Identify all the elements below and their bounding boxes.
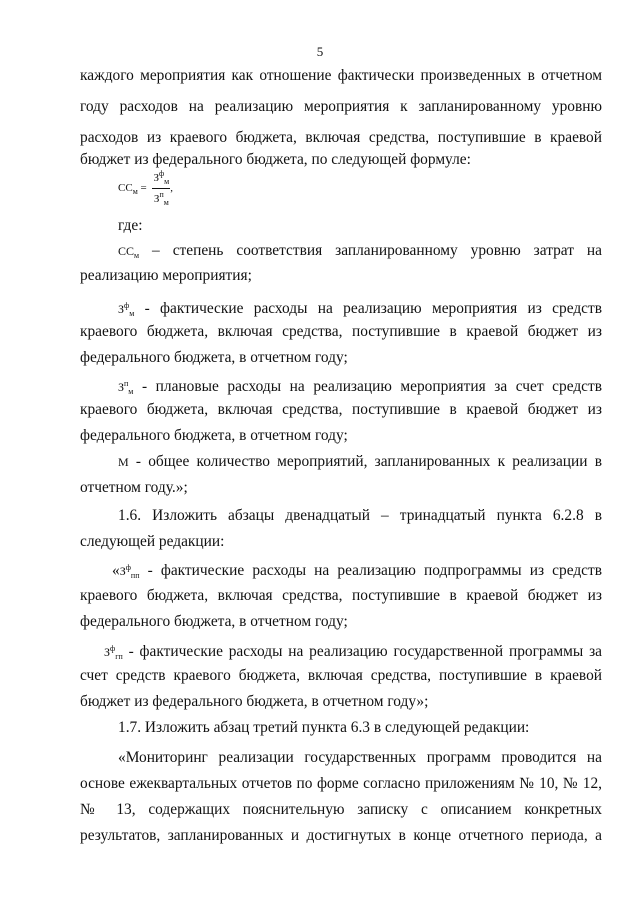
page-number: 5 <box>316 44 324 59</box>
where-label: где: <box>118 217 143 234</box>
paragraph-line: году расходов на реализацию мероприятия к запланированному уровню <box>80 98 602 115</box>
paragraph-line: федерального бюджета, в отчетном году; <box>80 613 348 630</box>
paragraph-line: отчетном году.»; <box>80 479 188 496</box>
definition-zp: $З^п_м$ - плановые расходы на реализацию мероприятия за счет средств <box>118 378 602 396</box>
formula-numerator: $З^ф_м$ <box>152 168 170 189</box>
monitoring-line: основе ежеквартальных отчетов по форме согласно приложениям № 10, № 12, <box>80 775 602 792</box>
paragraph-line: краевого бюджета, включая средства, поступившие в краевой бюджет из <box>80 401 602 418</box>
definition-zf: $З^ф_м$ - фактические расходы на реализацию мероприятия из средств <box>118 300 602 318</box>
paragraph-line: счет средств краевого бюджета, включая средства, поступившие в краевой <box>80 667 602 684</box>
formula-denominator: $З^п_м$ <box>153 190 169 207</box>
paragraph-line: бюджет из федерального бюджета, в отчетном году»; <box>80 693 429 710</box>
formula-equals: = <box>140 182 147 195</box>
clause-1-6: 1.6. Изложить абзацы двенадцатый – тринадцатый пункта 6.2.8 в <box>118 507 602 524</box>
paragraph-line: федерального бюджета, в отчетном году; <box>80 427 348 444</box>
formula-fraction <box>152 168 170 209</box>
paragraph-line: расходов из краевого бюджета, включая средства, поступившие в краевой <box>80 129 602 146</box>
paragraph-line: следующей редакции: <box>80 533 225 550</box>
definition-zf-pp: «$З^ф_{пп}$ - фактические расходы на реализацию подпрограммы из средств <box>112 562 602 580</box>
clause-1-7: 1.7. Изложить абзац третий пункта 6.3 в следующей редакции: <box>118 719 530 736</box>
paragraph-line: бюджет из федерального бюджета, по следующей формуле: <box>80 151 471 168</box>
paragraph-line: краевого бюджета, включая средства, поступившие в краевой бюджет из <box>80 587 602 604</box>
definition-zf-gp: $З^ф_{гп}$ - фактические расходы на реализацию государственной программы за <box>104 643 602 661</box>
monitoring-line: «Мониторинг реализации государственных программ проводится на <box>118 749 602 766</box>
paragraph-line: краевого бюджета, включая средства, поступившие в краевой бюджет из <box>80 323 602 340</box>
formula-lhs: $СС_м$ <box>118 182 138 197</box>
paragraph-line: федерального бюджета, в отчетном году; <box>80 349 348 366</box>
definition-cc: $СС_м$ – степень соответствия запланированному уровню затрат на <box>118 242 602 260</box>
monitoring-line: № 13, содержащих пояснительную записку с описанием конкретных <box>80 801 602 818</box>
paragraph-line: каждого мероприятия как отношение фактически произведенных в отчетном <box>80 67 602 84</box>
monitoring-line: результатов, запланированных и достигнутых в конце отчетного периода, а <box>80 827 602 844</box>
formula-trail: , <box>170 182 173 195</box>
paragraph-line: реализацию мероприятия; <box>80 267 252 284</box>
definition-m: М - общее количество мероприятий, запланированных к реализации в <box>118 453 602 470</box>
formula <box>118 168 173 209</box>
